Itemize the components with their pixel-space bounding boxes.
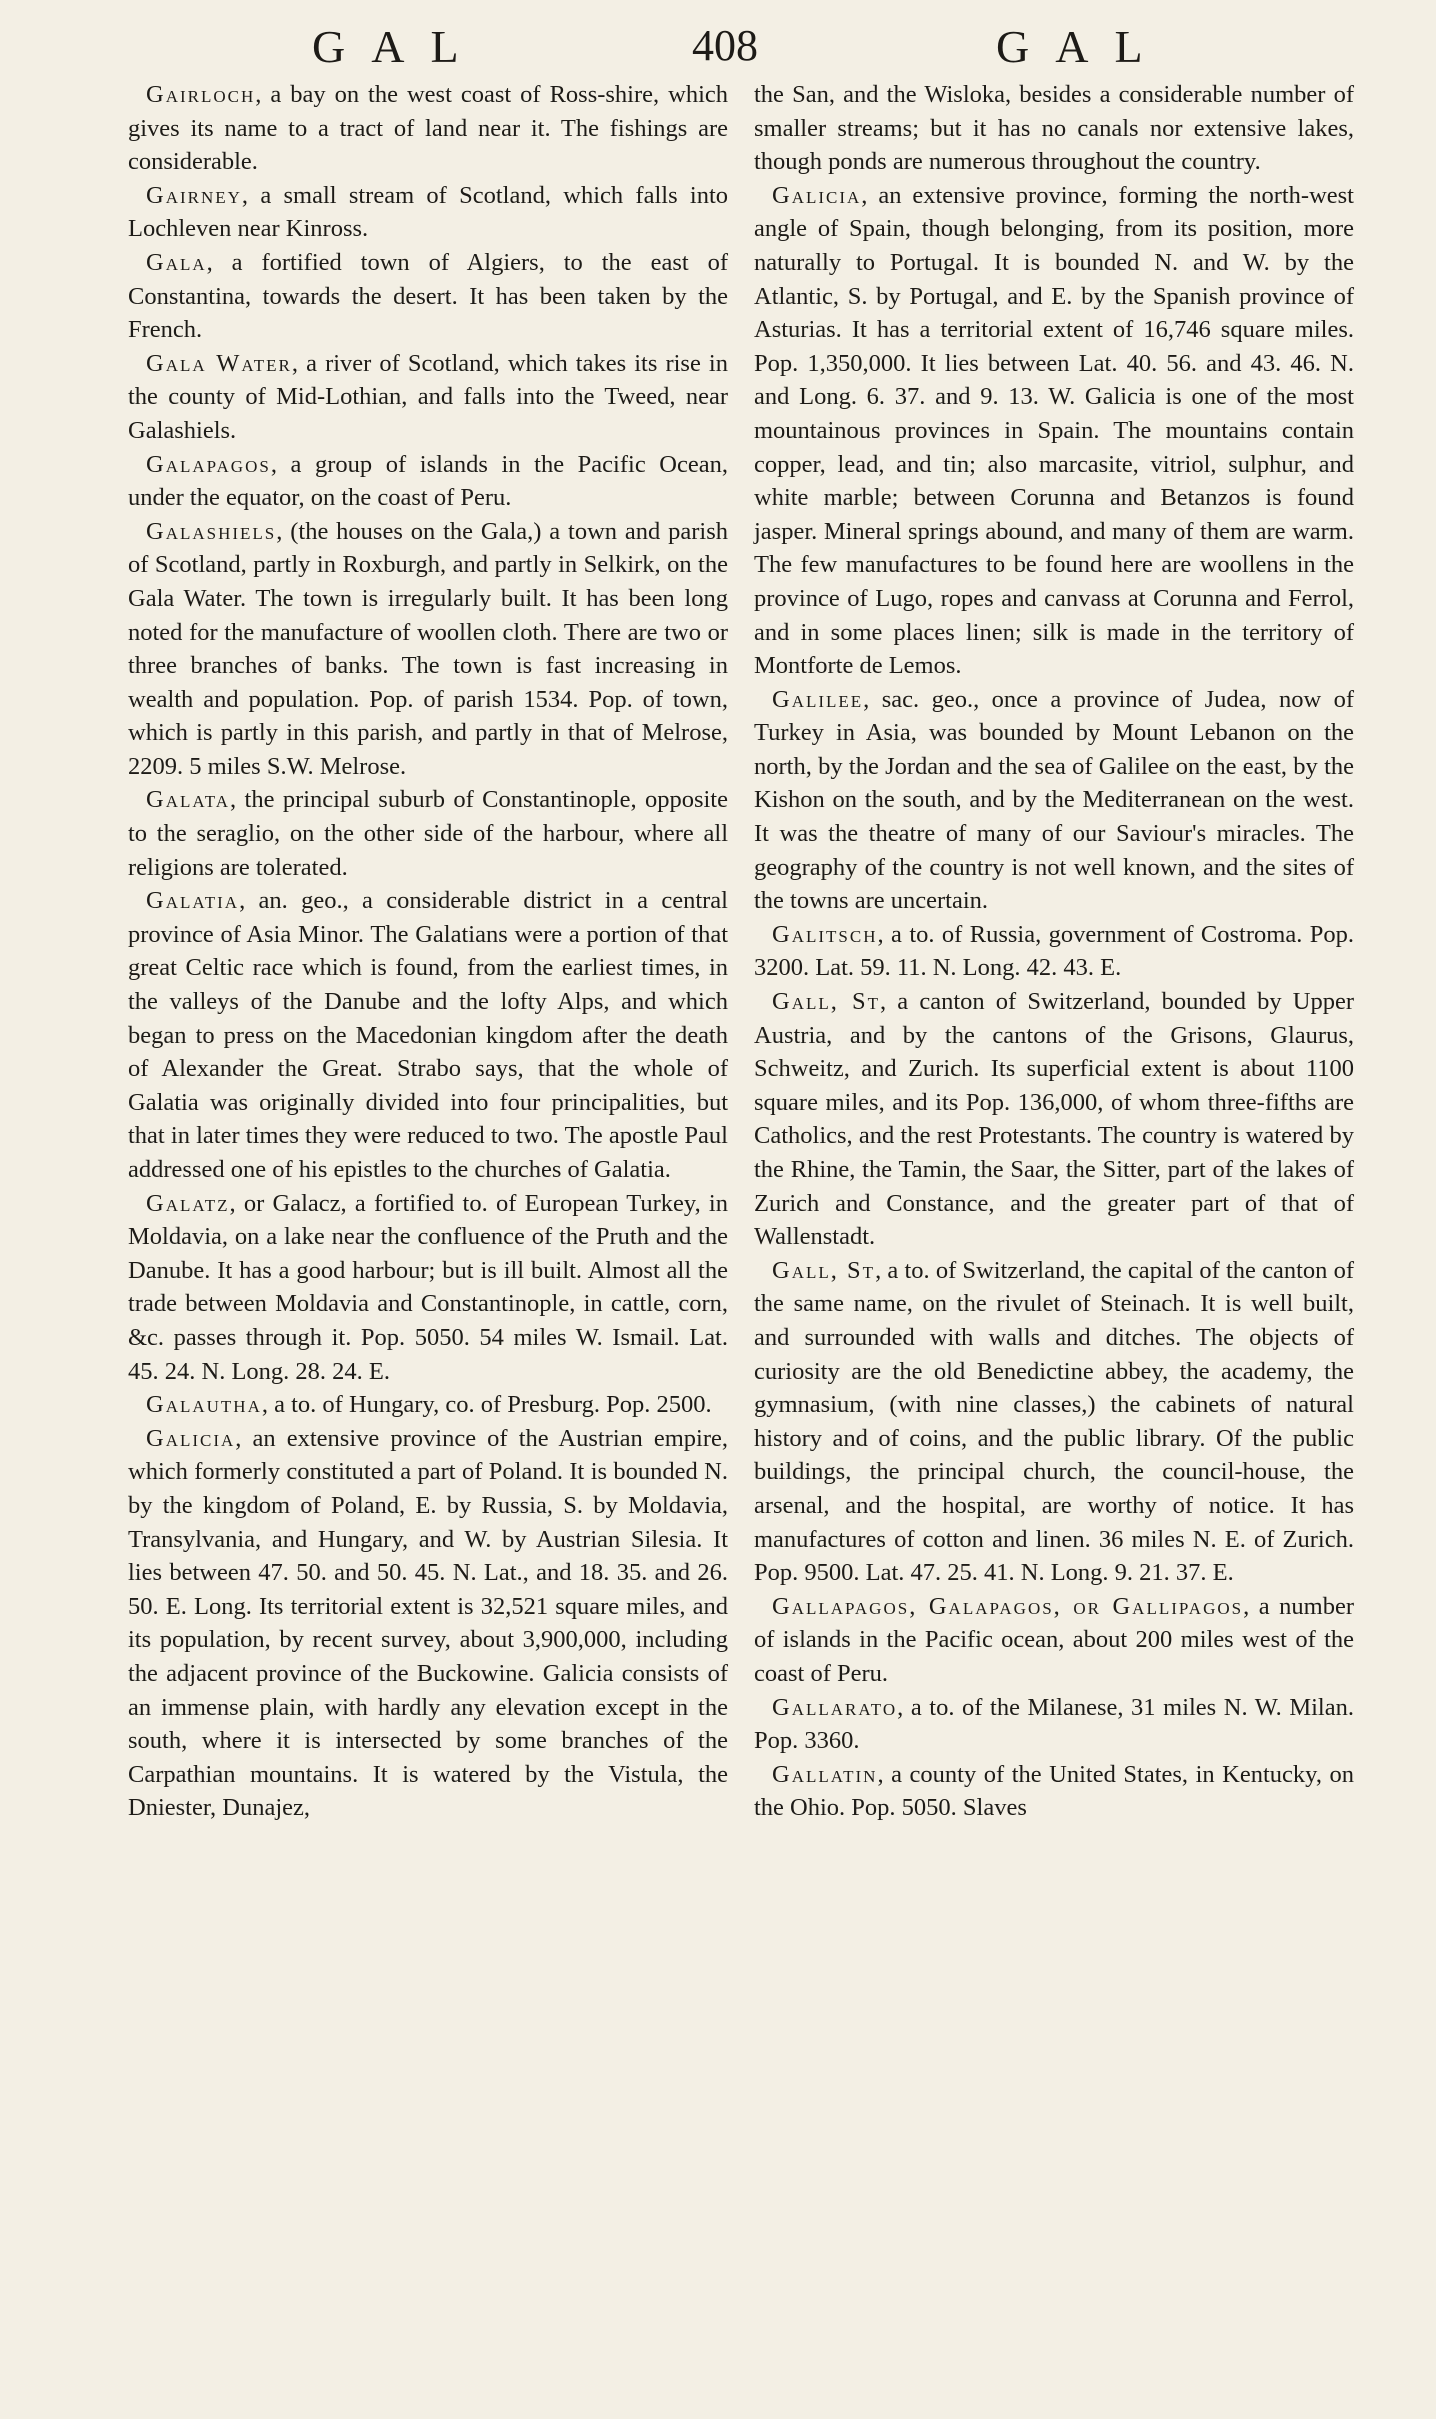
gazetteer-entry: [128, 1187, 728, 1389]
entry-headword: Galatia: [146, 887, 240, 915]
gazetteer-entry: [128, 783, 728, 884]
running-header: [0, 20, 1436, 80]
entry-text: , an. geo., a considerable district in a central province of Asia Minor. The Galatians were a portion of that great Celtic race which is found, from the earliest times, in the valleys of the Danube and the lofty Alps, and which began to press on the Macedonian kingdom after the death of Alexander the Great. Strabo says, that the whole of Galatia was originally divided into four principalities, but that in later times they were reduced to two. The apostle Paul addressed one of his epistles to the churches of Galatia.: [128, 887, 728, 1183]
entry-text: , a river of Scotland, which takes its rise in the county of Mid-Lothian, and falls into the Tweed, near Galashiels.: [128, 349, 728, 444]
gazetteer-entry: [754, 179, 1354, 683]
header-left-guide-word: GAL: [312, 21, 485, 72]
entry-text: , a county of the United States, in Kentucky, on the Ohio. Pop. 5050. Slaves: [754, 1760, 1354, 1822]
entry-text: , a bay on the west coast of Ross-shire, which gives its name to a tract of land near it. The fishings are considerable.: [128, 81, 728, 176]
page-number: 408: [692, 21, 758, 70]
entry-headword: Gall, St: [772, 1256, 876, 1284]
entry-headword: Galilee: [772, 685, 864, 713]
entry-text: , a to. of the Milanese, 31 miles N. W. Milan. Pop. 3360.: [754, 1693, 1354, 1755]
entry-headword: Galautha: [146, 1391, 262, 1419]
entry-headword: Gallarato: [772, 1693, 898, 1721]
entry-headword: Gall, St: [772, 988, 881, 1016]
gazetteer-entry: [128, 78, 728, 179]
entry-text: , an extensive province of the Austrian empire, which formerly constituted a part of Poland. It is bounded N. by the kingdom of Poland, E. by Russia, S. by Moldavia, Transylvania, and Hungary, and W. by Austrian Silesia. It lies between 47. 50. and 50. 45. N. Lat., and 18. 35. and 26. 50. E. Long. Its territorial extent is 32,521 square miles, and its population, by recent survey, about 3,900,000, including the adjacent province of the Buckowine. Galicia consists of an immense plain, with hardly any elevation except in the south, where it is intersected by some branches of the Carpathian mountains. It is watered by the Vistula, the Dniester, Dunajez,: [128, 1424, 728, 1822]
gazetteer-entry: [754, 1254, 1354, 1590]
entry-text: , a to. of Russia, government of Costroma. Pop. 3200. Lat. 59. 11. N. Long. 42. 43. E.: [754, 920, 1354, 982]
entry-text: , the principal suburb of Constantinople, opposite to the seraglio, on the other side of the harbour, where all religions are tolerated.: [128, 786, 728, 881]
entry-text: , (the houses on the Gala,) a town and parish of Scotland, partly in Roxburgh, and partly in Selkirk, on the Gala Water. The town is irregularly built. It has been long noted for the manufacture of woollen cloth. There are two or three branches of banks. The town is fast increasing in wealth and population. Pop. of parish 1534. Pop. of town, which is partly in this parish, and partly in that of Melrose, 2209. 5 miles S.W. Melrose.: [128, 517, 728, 780]
entry-text: the San, and the Wisloka, besides a considerable number of smaller streams; but it has no canals nor extensive lakes, though ponds are numerous throughout the country.: [754, 81, 1354, 176]
right-column: [754, 78, 1354, 1825]
entry-headword: Galapagos: [146, 450, 271, 478]
gazetteer-entry: [754, 683, 1354, 918]
gazetteer-entry: [128, 246, 728, 347]
entry-text: , an extensive province, forming the north-west angle of Spain, though belonging, from its position, more naturally to Portugal. It is bounded N. and W. by the Atlantic, S. by Portugal, and E. by the Spanish province of Asturias. It has a territorial extent of 16,746 square miles. Pop. 1,350,000. It lies between Lat. 40. 56. and 43. 46. N. and Long. 6. 37. and 9. 13. W. Galicia is one of the most mountainous provinces in Spain. The mountains contain copper, lead, and tin; also marcasite, vitriol, sulphur, and white marble; between Corunna and Betanzos is found jasper. Mineral springs abound, and many of them are warm. The few manufactures to be found here are woollens in the province of Lugo, ropes and canvass at Corunna and Ferrol, and in some places linen; silk is made in the territory of Montforte de Lemos.: [754, 181, 1354, 680]
entry-headword: Gairloch: [146, 81, 256, 108]
gazetteer-entry: [754, 1590, 1354, 1691]
entry-text: , a number of islands in the Pacific ocean, about 200 miles west of the coast of Peru.: [754, 1592, 1354, 1687]
entry-headword: Galatz: [146, 1189, 230, 1217]
entry-text: , a fortified town of Algiers, to the east of Constantina, towards the desert. It has been taken by the French.: [128, 248, 728, 344]
entry-headword: Galicia: [146, 1424, 236, 1452]
gazetteer-entry: [754, 1691, 1354, 1758]
entry-text: , a to. of Hungary, co. of Presburg. Pop. 2500.: [261, 1391, 712, 1419]
entry-text: , a small stream of Scotland, which falls into Lochleven near Kinross.: [128, 181, 728, 243]
gazetteer-entry: [754, 78, 1354, 179]
gazetteer-entry: [128, 884, 728, 1186]
entry-headword: Gairney: [146, 181, 242, 209]
entry-text: , a canton of Switzerland, bounded by Upper Austria, and by the cantons of the Grisons, Glaurus, Schweitz, and Zurich. Its superficial extent is about 1100 square miles, and its Pop. 136,000, of whom three-fifths are Catholics, and the rest Protestants. The country is watered by the Rhine, the Tamin, the Saar, the Sitter, part of the lakes of Zurich and Constance, and the greater part of that of Wallenstadt.: [754, 988, 1355, 1251]
entry-text: , a to. of Switzerland, the capital of the canton of the same name, on the rivulet of Steinach. It is well built, and surrounded with walls and ditches. The objects of curiosity are the old Benedictine abbey, the academy, the gymnasium, (with nine classes,) the cabinets of natural history and of coins, and the public library. Of the public buildings, the principal church, the council-house, the arsenal, and the hospital, are worthy of notice. It has manufactures of cotton and linen. 36 miles N. E. of Zurich. Pop. 9500. Lat. 47. 25. 41. N. Long. 9. 21. 37. E.: [754, 1256, 1355, 1587]
gazetteer-entry: [128, 1422, 728, 1825]
entry-headword: Gala Water: [146, 349, 292, 377]
entry-headword: Galitsch: [772, 920, 878, 948]
entry-headword: Galashiels: [146, 517, 277, 545]
gazetteer-entry: [128, 179, 728, 246]
entry-text: , or Galacz, a fortified to. of European Turkey, in Moldavia, on a lake near the confluence of the Pruth and the Danube. It has a good harbour; but is ill built. Almost all the trade between Moldavia and Constantinople, in cattle, corn, &c. passes through it. Pop. 5050. 54 miles W. Ismail. Lat. 45. 24. N. Long. 28. 24. E.: [128, 1189, 728, 1385]
header-right-guide-word: GAL: [996, 21, 1169, 72]
left-column: [128, 78, 728, 1825]
entry-text: , a group of islands in the Pacific Ocean, under the equator, on the coast of Peru.: [128, 450, 728, 512]
gazetteer-entry: [128, 347, 728, 448]
gazetteer-entry: [754, 1758, 1354, 1825]
entry-headword: Galicia: [772, 181, 862, 209]
entry-text: , sac. geo., once a province of Judea, now of Turkey in Asia, was bounded by Mount Lebanon on the north, by the Jordan and the sea of Galilee on the east, by the Kishon on the south, and by the Mediterranean on the west. It was the theatre of many of our Saviour's miracles. The geography of the country is not well known, and the sites of the towns are uncertain.: [754, 685, 1354, 915]
entry-headword: Gallapagos, Galapagos, or Gallipagos: [772, 1592, 1244, 1620]
gazetteer-entry: [128, 515, 728, 784]
entry-headword: Gallatin: [772, 1760, 878, 1788]
gazetteer-entry: [128, 448, 728, 515]
gazetteer-entry: [754, 985, 1354, 1254]
gazetteer-entry: [128, 1388, 728, 1422]
entry-headword: Gala: [146, 248, 207, 276]
entry-headword: Galata: [146, 786, 231, 814]
gazetteer-entry: [754, 918, 1354, 985]
